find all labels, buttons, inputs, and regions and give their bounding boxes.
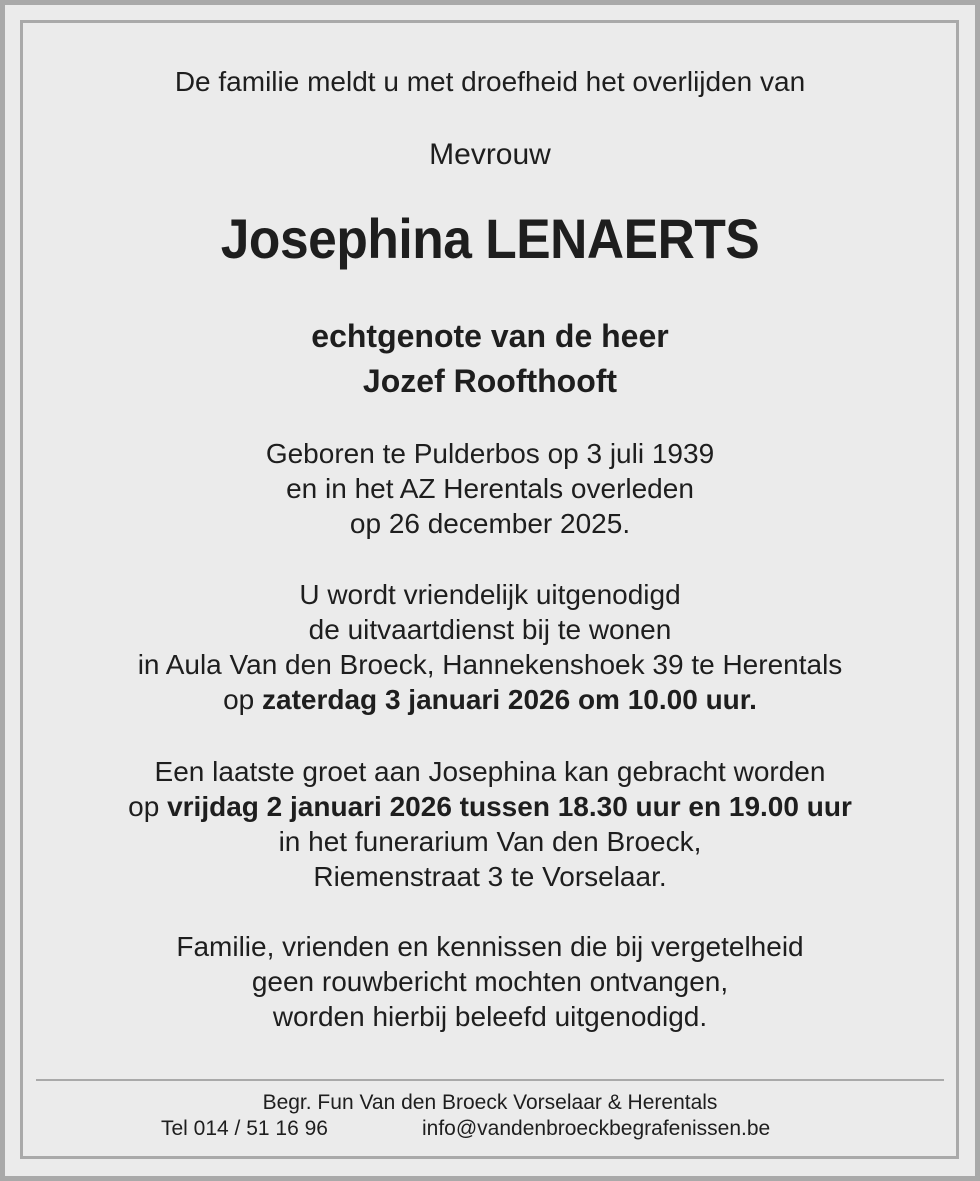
footer-divider xyxy=(36,1079,944,1081)
funeral-service-line: de uitvaartdienst bij te wonen xyxy=(308,614,672,645)
footer-company: Begr. Fun Van den Broeck Vorselaar & Herentals xyxy=(262,1091,718,1114)
funeral-datetime-prefix: op xyxy=(223,684,255,715)
funeral-datetime-line xyxy=(0,684,980,716)
funeral-datetime: zaterdag 3 januari 2026 om 10.00 uur. xyxy=(262,684,757,715)
spouse-name: Jozef Roofthooft xyxy=(362,363,618,399)
farewell-address-line: Riemenstraat 3 te Vorselaar. xyxy=(313,861,667,892)
death-place-line: en in het AZ Herentals overleden xyxy=(286,473,694,504)
intro-text: De familie meldt u met droefheid het overlijden van xyxy=(174,66,806,97)
farewell-datetime-prefix: op xyxy=(128,791,160,822)
spouse-label: echtgenote van de heer xyxy=(311,318,669,354)
farewell-intro-line: Een laatste groet aan Josephina kan gebracht worden xyxy=(154,756,826,787)
notice-line-2: geen rouwbericht mochten ontvangen, xyxy=(251,966,729,997)
farewell-datetime: vrijdag 2 januari 2026 tussen 18.30 uur en 19.00 uur xyxy=(167,791,852,822)
birth-line: Geboren te Pulderbos op 3 juli 1939 xyxy=(265,438,715,469)
honorific: Mevrouw xyxy=(429,138,551,171)
footer-email[interactable]: info@vandenbroeckbegrafenissen.be xyxy=(422,1117,771,1140)
farewell-datetime-line xyxy=(0,791,980,823)
funeral-location-line: in Aula Van den Broeck, Hannekenshoek 39 te Herentals xyxy=(137,649,843,680)
footer-phone: Tel 014 / 51 16 96 xyxy=(161,1117,328,1140)
notice-line-1: Familie, vrienden en kennissen die bij vergetelheid xyxy=(176,931,804,962)
death-date-line: op 26 december 2025. xyxy=(349,508,631,539)
funeral-invite-line: U wordt vriendelijk uitgenodigd xyxy=(299,579,681,610)
notice-line-3: worden hierbij beleefd uitgenodigd. xyxy=(272,1001,708,1032)
farewell-location-line: in het funerarium Van den Broeck, xyxy=(278,826,702,857)
deceased-name: Josephina LENAERTS xyxy=(220,207,760,270)
